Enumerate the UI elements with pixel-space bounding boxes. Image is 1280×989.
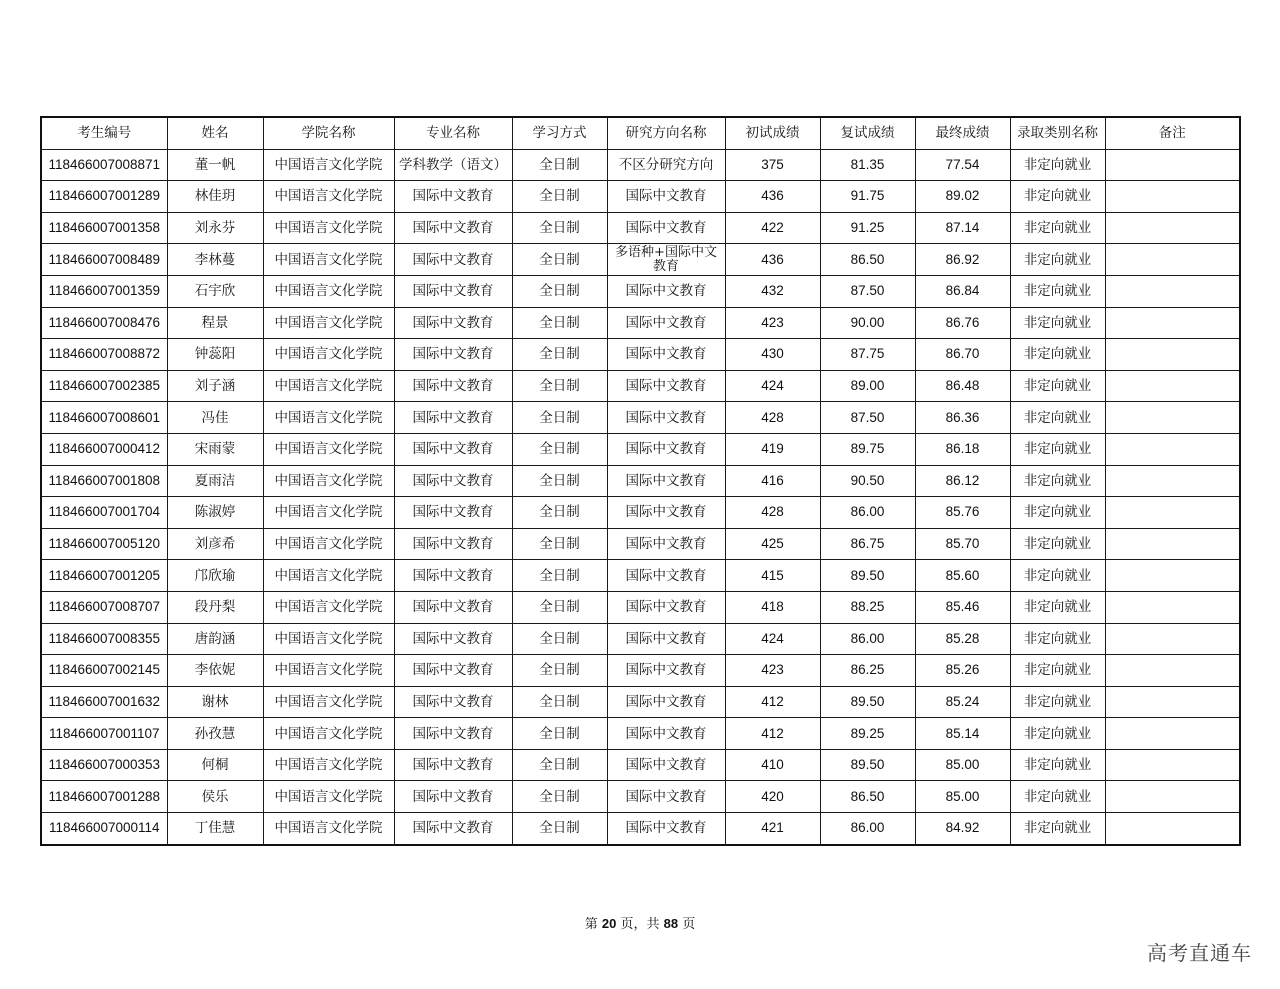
cell-study-mode: 全日制	[512, 433, 607, 465]
cell-admission-category: 非定向就业	[1010, 560, 1105, 592]
cell-research-direction: 国际中文教育	[607, 497, 725, 529]
cell-research-direction: 国际中文教育	[607, 781, 725, 813]
cell-study-mode: 全日制	[512, 212, 607, 244]
cell-admission-category: 非定向就业	[1010, 244, 1105, 276]
cell-research-direction: 国际中文教育	[607, 307, 725, 339]
table-row	[41, 560, 1240, 592]
cell-initial-score: 424	[725, 623, 820, 655]
cell-exam-id: 118466007001808	[41, 465, 167, 497]
cell-study-mode: 全日制	[512, 528, 607, 560]
cell-retest-score: 86.00	[820, 813, 915, 845]
cell-retest-score: 86.25	[820, 655, 915, 687]
cell-remarks	[1105, 433, 1240, 465]
cell-remarks	[1105, 686, 1240, 718]
cell-college: 中国语言文化学院	[263, 560, 394, 592]
cell-major: 国际中文教育	[394, 560, 512, 592]
cell-major: 国际中文教育	[394, 433, 512, 465]
table-row	[41, 591, 1240, 623]
cell-research-direction: 国际中文教育	[607, 686, 725, 718]
cell-retest-score: 86.50	[820, 781, 915, 813]
cell-research-direction: 国际中文教育	[607, 813, 725, 845]
cell-name: 夏雨洁	[167, 465, 263, 497]
cell-final-score: 77.54	[915, 149, 1010, 181]
cell-college: 中国语言文化学院	[263, 623, 394, 655]
header-final-score: 最终成绩	[915, 117, 1010, 149]
footer-middle: 页，共	[620, 917, 660, 932]
cell-major: 学科教学（语文）	[394, 149, 512, 181]
cell-remarks	[1105, 623, 1240, 655]
cell-name: 孙孜慧	[167, 718, 263, 750]
cell-initial-score: 415	[725, 560, 820, 592]
cell-research-direction: 国际中文教育	[607, 749, 725, 781]
cell-remarks	[1105, 275, 1240, 307]
cell-initial-score: 436	[725, 244, 820, 276]
cell-admission-category: 非定向就业	[1010, 686, 1105, 718]
cell-initial-score: 420	[725, 781, 820, 813]
table-row	[41, 149, 1240, 181]
cell-major: 国际中文教育	[394, 181, 512, 213]
cell-retest-score: 81.35	[820, 149, 915, 181]
table-row	[41, 528, 1240, 560]
cell-final-score: 85.26	[915, 655, 1010, 687]
cell-initial-score: 428	[725, 497, 820, 529]
cell-major: 国际中文教育	[394, 244, 512, 276]
cell-initial-score: 423	[725, 655, 820, 687]
cell-retest-score: 87.75	[820, 339, 915, 371]
table-row	[41, 465, 1240, 497]
table-row	[41, 433, 1240, 465]
cell-remarks	[1105, 591, 1240, 623]
table-row	[41, 181, 1240, 213]
page-footer	[0, 913, 1280, 932]
cell-retest-score: 90.50	[820, 465, 915, 497]
cell-admission-category: 非定向就业	[1010, 370, 1105, 402]
cell-name: 钟蕊阳	[167, 339, 263, 371]
cell-initial-score: 418	[725, 591, 820, 623]
cell-study-mode: 全日制	[512, 339, 607, 371]
cell-college: 中国语言文化学院	[263, 339, 394, 371]
table-row	[41, 497, 1240, 529]
cell-research-direction: 国际中文教育	[607, 623, 725, 655]
cell-final-score: 85.70	[915, 528, 1010, 560]
cell-retest-score: 89.25	[820, 718, 915, 750]
cell-name: 董一帆	[167, 149, 263, 181]
cell-name: 侯乐	[167, 781, 263, 813]
cell-college: 中国语言文化学院	[263, 718, 394, 750]
cell-exam-id: 118466007000114	[41, 813, 167, 845]
footer-suffix: 页	[682, 917, 696, 932]
cell-admission-category: 非定向就业	[1010, 275, 1105, 307]
cell-major: 国际中文教育	[394, 402, 512, 434]
cell-name: 李林蔓	[167, 244, 263, 276]
cell-college: 中国语言文化学院	[263, 655, 394, 687]
cell-exam-id: 118466007001359	[41, 275, 167, 307]
cell-major: 国际中文教育	[394, 307, 512, 339]
cell-admission-category: 非定向就业	[1010, 528, 1105, 560]
cell-initial-score: 422	[725, 212, 820, 244]
cell-admission-category: 非定向就业	[1010, 181, 1105, 213]
table-row	[41, 718, 1240, 750]
cell-final-score: 85.46	[915, 591, 1010, 623]
cell-study-mode: 全日制	[512, 718, 607, 750]
cell-college: 中国语言文化学院	[263, 275, 394, 307]
cell-college: 中国语言文化学院	[263, 212, 394, 244]
header-research-direction: 研究方向名称	[607, 117, 725, 149]
cell-remarks	[1105, 402, 1240, 434]
cell-remarks	[1105, 560, 1240, 592]
cell-study-mode: 全日制	[512, 591, 607, 623]
cell-major: 国际中文教育	[394, 623, 512, 655]
cell-study-mode: 全日制	[512, 497, 607, 529]
cell-research-direction: 国际中文教育	[607, 655, 725, 687]
cell-research-direction: 国际中文教育	[607, 718, 725, 750]
header-college: 学院名称	[263, 117, 394, 149]
cell-admission-category: 非定向就业	[1010, 655, 1105, 687]
cell-major: 国际中文教育	[394, 813, 512, 845]
cell-remarks	[1105, 339, 1240, 371]
cell-name: 程景	[167, 307, 263, 339]
cell-remarks	[1105, 749, 1240, 781]
cell-initial-score: 425	[725, 528, 820, 560]
footer-total-pages: 88	[663, 916, 679, 931]
cell-college: 中国语言文化学院	[263, 528, 394, 560]
table-row	[41, 749, 1240, 781]
cell-major: 国际中文教育	[394, 370, 512, 402]
cell-study-mode: 全日制	[512, 560, 607, 592]
cell-admission-category: 非定向就业	[1010, 781, 1105, 813]
cell-initial-score: 423	[725, 307, 820, 339]
cell-remarks	[1105, 149, 1240, 181]
footer-current-page: 20	[601, 916, 617, 931]
cell-college: 中国语言文化学院	[263, 591, 394, 623]
cell-retest-score: 91.75	[820, 181, 915, 213]
cell-study-mode: 全日制	[512, 749, 607, 781]
cell-research-direction: 国际中文教育	[607, 275, 725, 307]
cell-college: 中国语言文化学院	[263, 307, 394, 339]
cell-initial-score: 410	[725, 749, 820, 781]
cell-admission-category: 非定向就业	[1010, 307, 1105, 339]
cell-retest-score: 88.25	[820, 591, 915, 623]
cell-study-mode: 全日制	[512, 686, 607, 718]
cell-final-score: 85.76	[915, 497, 1010, 529]
cell-retest-score: 87.50	[820, 275, 915, 307]
cell-final-score: 86.84	[915, 275, 1010, 307]
cell-college: 中国语言文化学院	[263, 781, 394, 813]
cell-research-direction: 国际中文教育	[607, 402, 725, 434]
cell-study-mode: 全日制	[512, 181, 607, 213]
table-row	[41, 402, 1240, 434]
admission-score-table	[40, 116, 1241, 846]
cell-name: 宋雨蒙	[167, 433, 263, 465]
cell-admission-category: 非定向就业	[1010, 149, 1105, 181]
cell-college: 中国语言文化学院	[263, 244, 394, 276]
header-name: 姓名	[167, 117, 263, 149]
cell-major: 国际中文教育	[394, 655, 512, 687]
cell-exam-id: 118466007008601	[41, 402, 167, 434]
cell-remarks	[1105, 718, 1240, 750]
cell-research-direction: 国际中文教育	[607, 339, 725, 371]
cell-final-score: 85.00	[915, 781, 1010, 813]
cell-exam-id: 118466007008355	[41, 623, 167, 655]
cell-final-score: 86.36	[915, 402, 1010, 434]
cell-remarks	[1105, 528, 1240, 560]
cell-major: 国际中文教育	[394, 749, 512, 781]
cell-name: 何桐	[167, 749, 263, 781]
cell-exam-id: 118466007008871	[41, 149, 167, 181]
cell-retest-score: 86.75	[820, 528, 915, 560]
cell-exam-id: 118466007000353	[41, 749, 167, 781]
cell-retest-score: 89.50	[820, 560, 915, 592]
cell-admission-category: 非定向就业	[1010, 497, 1105, 529]
cell-college: 中国语言文化学院	[263, 813, 394, 845]
cell-exam-id: 118466007008707	[41, 591, 167, 623]
cell-final-score: 86.12	[915, 465, 1010, 497]
cell-college: 中国语言文化学院	[263, 497, 394, 529]
cell-final-score: 86.70	[915, 339, 1010, 371]
cell-final-score: 87.14	[915, 212, 1010, 244]
cell-major: 国际中文教育	[394, 339, 512, 371]
header-study-mode: 学习方式	[512, 117, 607, 149]
table-row	[41, 623, 1240, 655]
cell-initial-score: 412	[725, 686, 820, 718]
cell-initial-score: 421	[725, 813, 820, 845]
cell-college: 中国语言文化学院	[263, 686, 394, 718]
cell-initial-score: 412	[725, 718, 820, 750]
cell-final-score: 86.76	[915, 307, 1010, 339]
cell-exam-id: 118466007008872	[41, 339, 167, 371]
cell-exam-id: 118466007001205	[41, 560, 167, 592]
cell-name: 刘永芬	[167, 212, 263, 244]
cell-study-mode: 全日制	[512, 813, 607, 845]
cell-research-direction: 国际中文教育	[607, 181, 725, 213]
cell-final-score: 85.14	[915, 718, 1010, 750]
cell-college: 中国语言文化学院	[263, 749, 394, 781]
cell-remarks	[1105, 781, 1240, 813]
table-row	[41, 212, 1240, 244]
cell-initial-score: 419	[725, 433, 820, 465]
table-row	[41, 244, 1240, 276]
table-row	[41, 813, 1240, 845]
cell-major: 国际中文教育	[394, 212, 512, 244]
cell-final-score: 85.24	[915, 686, 1010, 718]
cell-name: 陈淑婷	[167, 497, 263, 529]
cell-remarks	[1105, 655, 1240, 687]
cell-final-score: 89.02	[915, 181, 1010, 213]
cell-remarks	[1105, 181, 1240, 213]
cell-study-mode: 全日制	[512, 370, 607, 402]
cell-exam-id: 118466007001288	[41, 781, 167, 813]
cell-admission-category: 非定向就业	[1010, 591, 1105, 623]
cell-final-score: 86.92	[915, 244, 1010, 276]
cell-initial-score: 416	[725, 465, 820, 497]
cell-study-mode: 全日制	[512, 623, 607, 655]
cell-name: 段丹梨	[167, 591, 263, 623]
cell-research-direction: 国际中文教育	[607, 560, 725, 592]
cell-exam-id: 118466007001107	[41, 718, 167, 750]
cell-college: 中国语言文化学院	[263, 370, 394, 402]
cell-exam-id: 118466007001632	[41, 686, 167, 718]
cell-initial-score: 430	[725, 339, 820, 371]
cell-retest-score: 89.50	[820, 686, 915, 718]
cell-study-mode: 全日制	[512, 655, 607, 687]
cell-retest-score: 89.50	[820, 749, 915, 781]
cell-name: 谢林	[167, 686, 263, 718]
table-row	[41, 655, 1240, 687]
cell-research-direction: 不区分研究方向	[607, 149, 725, 181]
table-row	[41, 370, 1240, 402]
cell-initial-score: 432	[725, 275, 820, 307]
header-initial-score: 初试成绩	[725, 117, 820, 149]
table-row	[41, 686, 1240, 718]
cell-remarks	[1105, 212, 1240, 244]
cell-major: 国际中文教育	[394, 718, 512, 750]
cell-research-direction: 国际中文教育	[607, 528, 725, 560]
table-header-row	[41, 117, 1240, 149]
cell-college: 中国语言文化学院	[263, 402, 394, 434]
cell-final-score: 86.48	[915, 370, 1010, 402]
cell-name: 林佳玥	[167, 181, 263, 213]
cell-initial-score: 424	[725, 370, 820, 402]
cell-admission-category: 非定向就业	[1010, 402, 1105, 434]
table-row	[41, 339, 1240, 371]
cell-admission-category: 非定向就业	[1010, 465, 1105, 497]
cell-remarks	[1105, 497, 1240, 529]
table-row	[41, 307, 1240, 339]
cell-exam-id: 118466007008489	[41, 244, 167, 276]
cell-study-mode: 全日制	[512, 244, 607, 276]
header-retest-score: 复试成绩	[820, 117, 915, 149]
cell-admission-category: 非定向就业	[1010, 339, 1105, 371]
cell-final-score: 85.00	[915, 749, 1010, 781]
cell-name: 冯佳	[167, 402, 263, 434]
cell-major: 国际中文教育	[394, 497, 512, 529]
cell-final-score: 85.28	[915, 623, 1010, 655]
cell-final-score: 85.60	[915, 560, 1010, 592]
cell-initial-score: 375	[725, 149, 820, 181]
cell-admission-category: 非定向就业	[1010, 718, 1105, 750]
cell-exam-id: 118466007001289	[41, 181, 167, 213]
cell-study-mode: 全日制	[512, 781, 607, 813]
cell-name: 石宇欣	[167, 275, 263, 307]
header-admission-category: 录取类别名称	[1010, 117, 1105, 149]
cell-remarks	[1105, 244, 1240, 276]
cell-final-score: 84.92	[915, 813, 1010, 845]
cell-exam-id: 118466007001704	[41, 497, 167, 529]
cell-research-direction: 国际中文教育	[607, 212, 725, 244]
cell-name: 唐韵涵	[167, 623, 263, 655]
cell-retest-score: 86.00	[820, 497, 915, 529]
cell-admission-category: 非定向就业	[1010, 623, 1105, 655]
cell-admission-category: 非定向就业	[1010, 813, 1105, 845]
cell-retest-score: 89.75	[820, 433, 915, 465]
table-row	[41, 781, 1240, 813]
header-remarks: 备注	[1105, 117, 1240, 149]
cell-retest-score: 89.00	[820, 370, 915, 402]
cell-study-mode: 全日制	[512, 275, 607, 307]
cell-research-direction: 多语种+国际中文教育	[607, 244, 725, 276]
cell-retest-score: 86.00	[820, 623, 915, 655]
cell-study-mode: 全日制	[512, 465, 607, 497]
header-major: 专业名称	[394, 117, 512, 149]
cell-remarks	[1105, 370, 1240, 402]
cell-name: 李依妮	[167, 655, 263, 687]
cell-college: 中国语言文化学院	[263, 181, 394, 213]
cell-retest-score: 86.50	[820, 244, 915, 276]
cell-research-direction: 国际中文教育	[607, 370, 725, 402]
cell-research-direction: 国际中文教育	[607, 433, 725, 465]
footer-prefix: 第	[584, 917, 598, 932]
cell-major: 国际中文教育	[394, 686, 512, 718]
table-body	[41, 149, 1240, 845]
cell-major: 国际中文教育	[394, 528, 512, 560]
cell-remarks	[1105, 813, 1240, 845]
cell-exam-id: 118466007008476	[41, 307, 167, 339]
cell-study-mode: 全日制	[512, 149, 607, 181]
cell-remarks	[1105, 465, 1240, 497]
header-exam-id: 考生编号	[41, 117, 167, 149]
cell-study-mode: 全日制	[512, 402, 607, 434]
cell-remarks	[1105, 307, 1240, 339]
cell-exam-id: 118466007002385	[41, 370, 167, 402]
cell-college: 中国语言文化学院	[263, 465, 394, 497]
cell-major: 国际中文教育	[394, 781, 512, 813]
cell-admission-category: 非定向就业	[1010, 749, 1105, 781]
cell-exam-id: 118466007005120	[41, 528, 167, 560]
cell-exam-id: 118466007002145	[41, 655, 167, 687]
cell-admission-category: 非定向就业	[1010, 212, 1105, 244]
cell-major: 国际中文教育	[394, 465, 512, 497]
cell-name: 丁佳慧	[167, 813, 263, 845]
watermark: 高考直通车	[1147, 941, 1252, 965]
cell-admission-category: 非定向就业	[1010, 433, 1105, 465]
cell-name: 刘彦希	[167, 528, 263, 560]
cell-initial-score: 428	[725, 402, 820, 434]
cell-initial-score: 436	[725, 181, 820, 213]
cell-major: 国际中文教育	[394, 591, 512, 623]
cell-exam-id: 118466007001358	[41, 212, 167, 244]
cell-major: 国际中文教育	[394, 275, 512, 307]
cell-final-score: 86.18	[915, 433, 1010, 465]
cell-name: 刘子涵	[167, 370, 263, 402]
cell-retest-score: 90.00	[820, 307, 915, 339]
cell-college: 中国语言文化学院	[263, 149, 394, 181]
cell-exam-id: 118466007000412	[41, 433, 167, 465]
table-row	[41, 275, 1240, 307]
cell-research-direction: 国际中文教育	[607, 591, 725, 623]
cell-retest-score: 91.25	[820, 212, 915, 244]
cell-college: 中国语言文化学院	[263, 433, 394, 465]
cell-retest-score: 87.50	[820, 402, 915, 434]
cell-study-mode: 全日制	[512, 307, 607, 339]
cell-name: 邝欣瑜	[167, 560, 263, 592]
cell-research-direction: 国际中文教育	[607, 465, 725, 497]
